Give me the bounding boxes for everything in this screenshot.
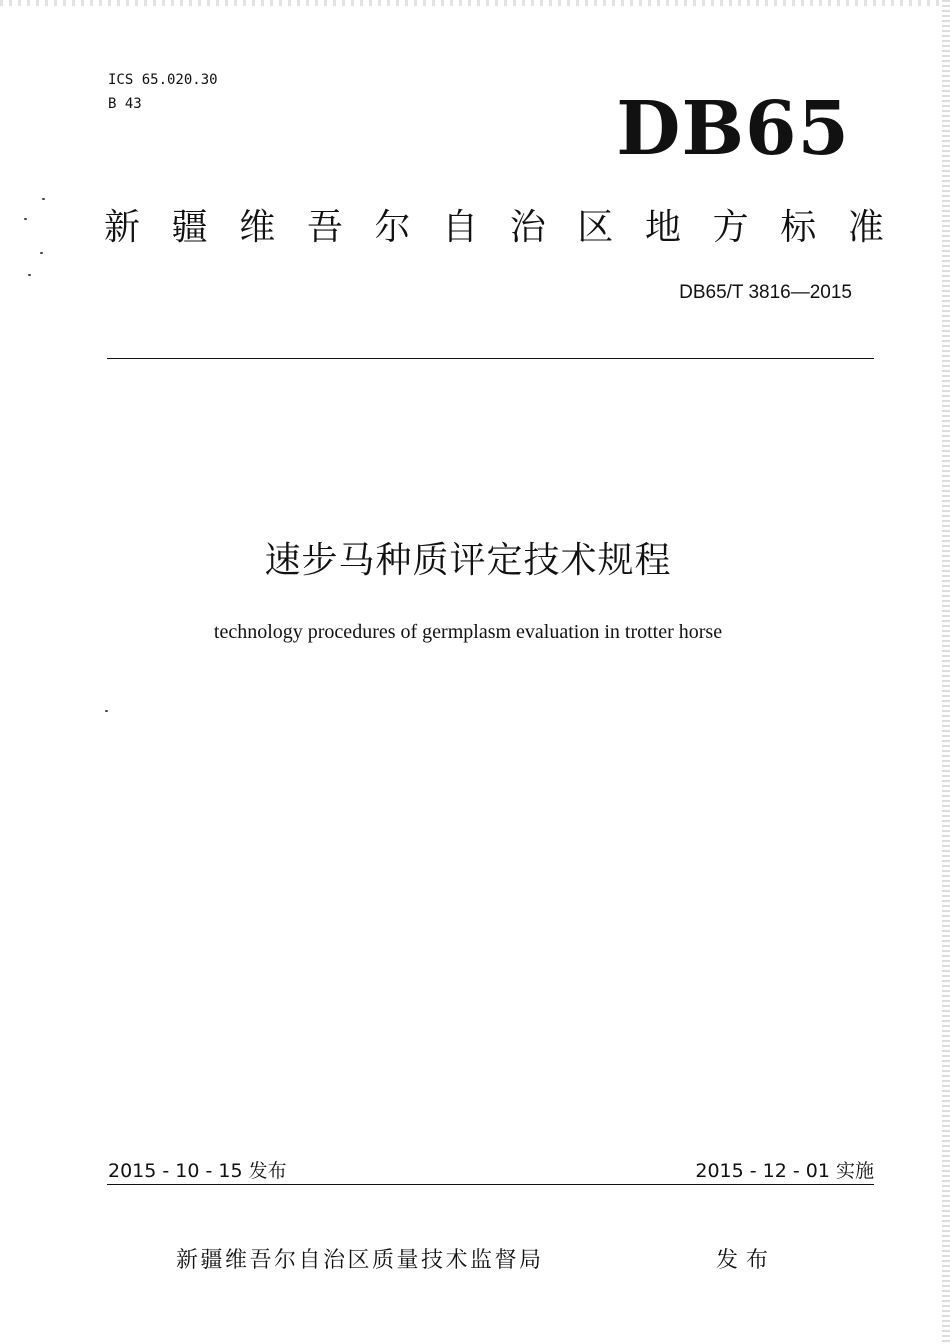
- scan-speck: [105, 710, 108, 712]
- standard-type-char: 吾: [306, 207, 343, 248]
- standard-type-char: 地: [645, 207, 682, 248]
- standard-type-char: 疆: [171, 207, 208, 248]
- classification-codes: [108, 68, 218, 116]
- ics-code: ICS 65.020.30: [108, 72, 218, 88]
- document-title-en: technology procedures of germplasm evaluation in trotter horse: [213, 621, 723, 643]
- standard-type-char: 新: [104, 207, 141, 248]
- standard-number: DB65/T 3816—2015: [679, 282, 852, 303]
- standard-type-char: 准: [847, 207, 884, 248]
- implementation-date: 2015 - 12 - 01 实施: [695, 1160, 874, 1182]
- standard-type-char: 维: [239, 207, 276, 248]
- release-date: 2015 - 10 - 15 发布: [108, 1160, 287, 1182]
- ccs-code: B 43: [108, 96, 142, 112]
- standard-logo: DB65: [616, 86, 850, 172]
- standard-type-char: 治: [509, 207, 546, 248]
- standard-type: [104, 203, 884, 253]
- standard-type-char: 自: [442, 207, 479, 248]
- scan-top-edge: [0, 0, 950, 6]
- standard-type-char: 尔: [374, 207, 411, 248]
- scan-speck: [42, 198, 45, 200]
- scan-speck: [40, 252, 43, 254]
- standard-type-char: 方: [712, 207, 749, 248]
- scan-speck: [28, 274, 31, 276]
- top-divider: [107, 358, 874, 359]
- standard-type-char: 标: [780, 207, 817, 248]
- document-title-zh: 速步马种质评定技术规程: [264, 540, 672, 581]
- scan-right-edge: [942, 0, 950, 1344]
- bottom-divider: [107, 1184, 874, 1185]
- standard-type-char: 区: [577, 207, 614, 248]
- issue-label: 发布: [716, 1248, 777, 1273]
- scan-speck: [24, 218, 27, 220]
- issuing-authority: 新疆维吾尔自治区质量技术监督局: [176, 1248, 544, 1273]
